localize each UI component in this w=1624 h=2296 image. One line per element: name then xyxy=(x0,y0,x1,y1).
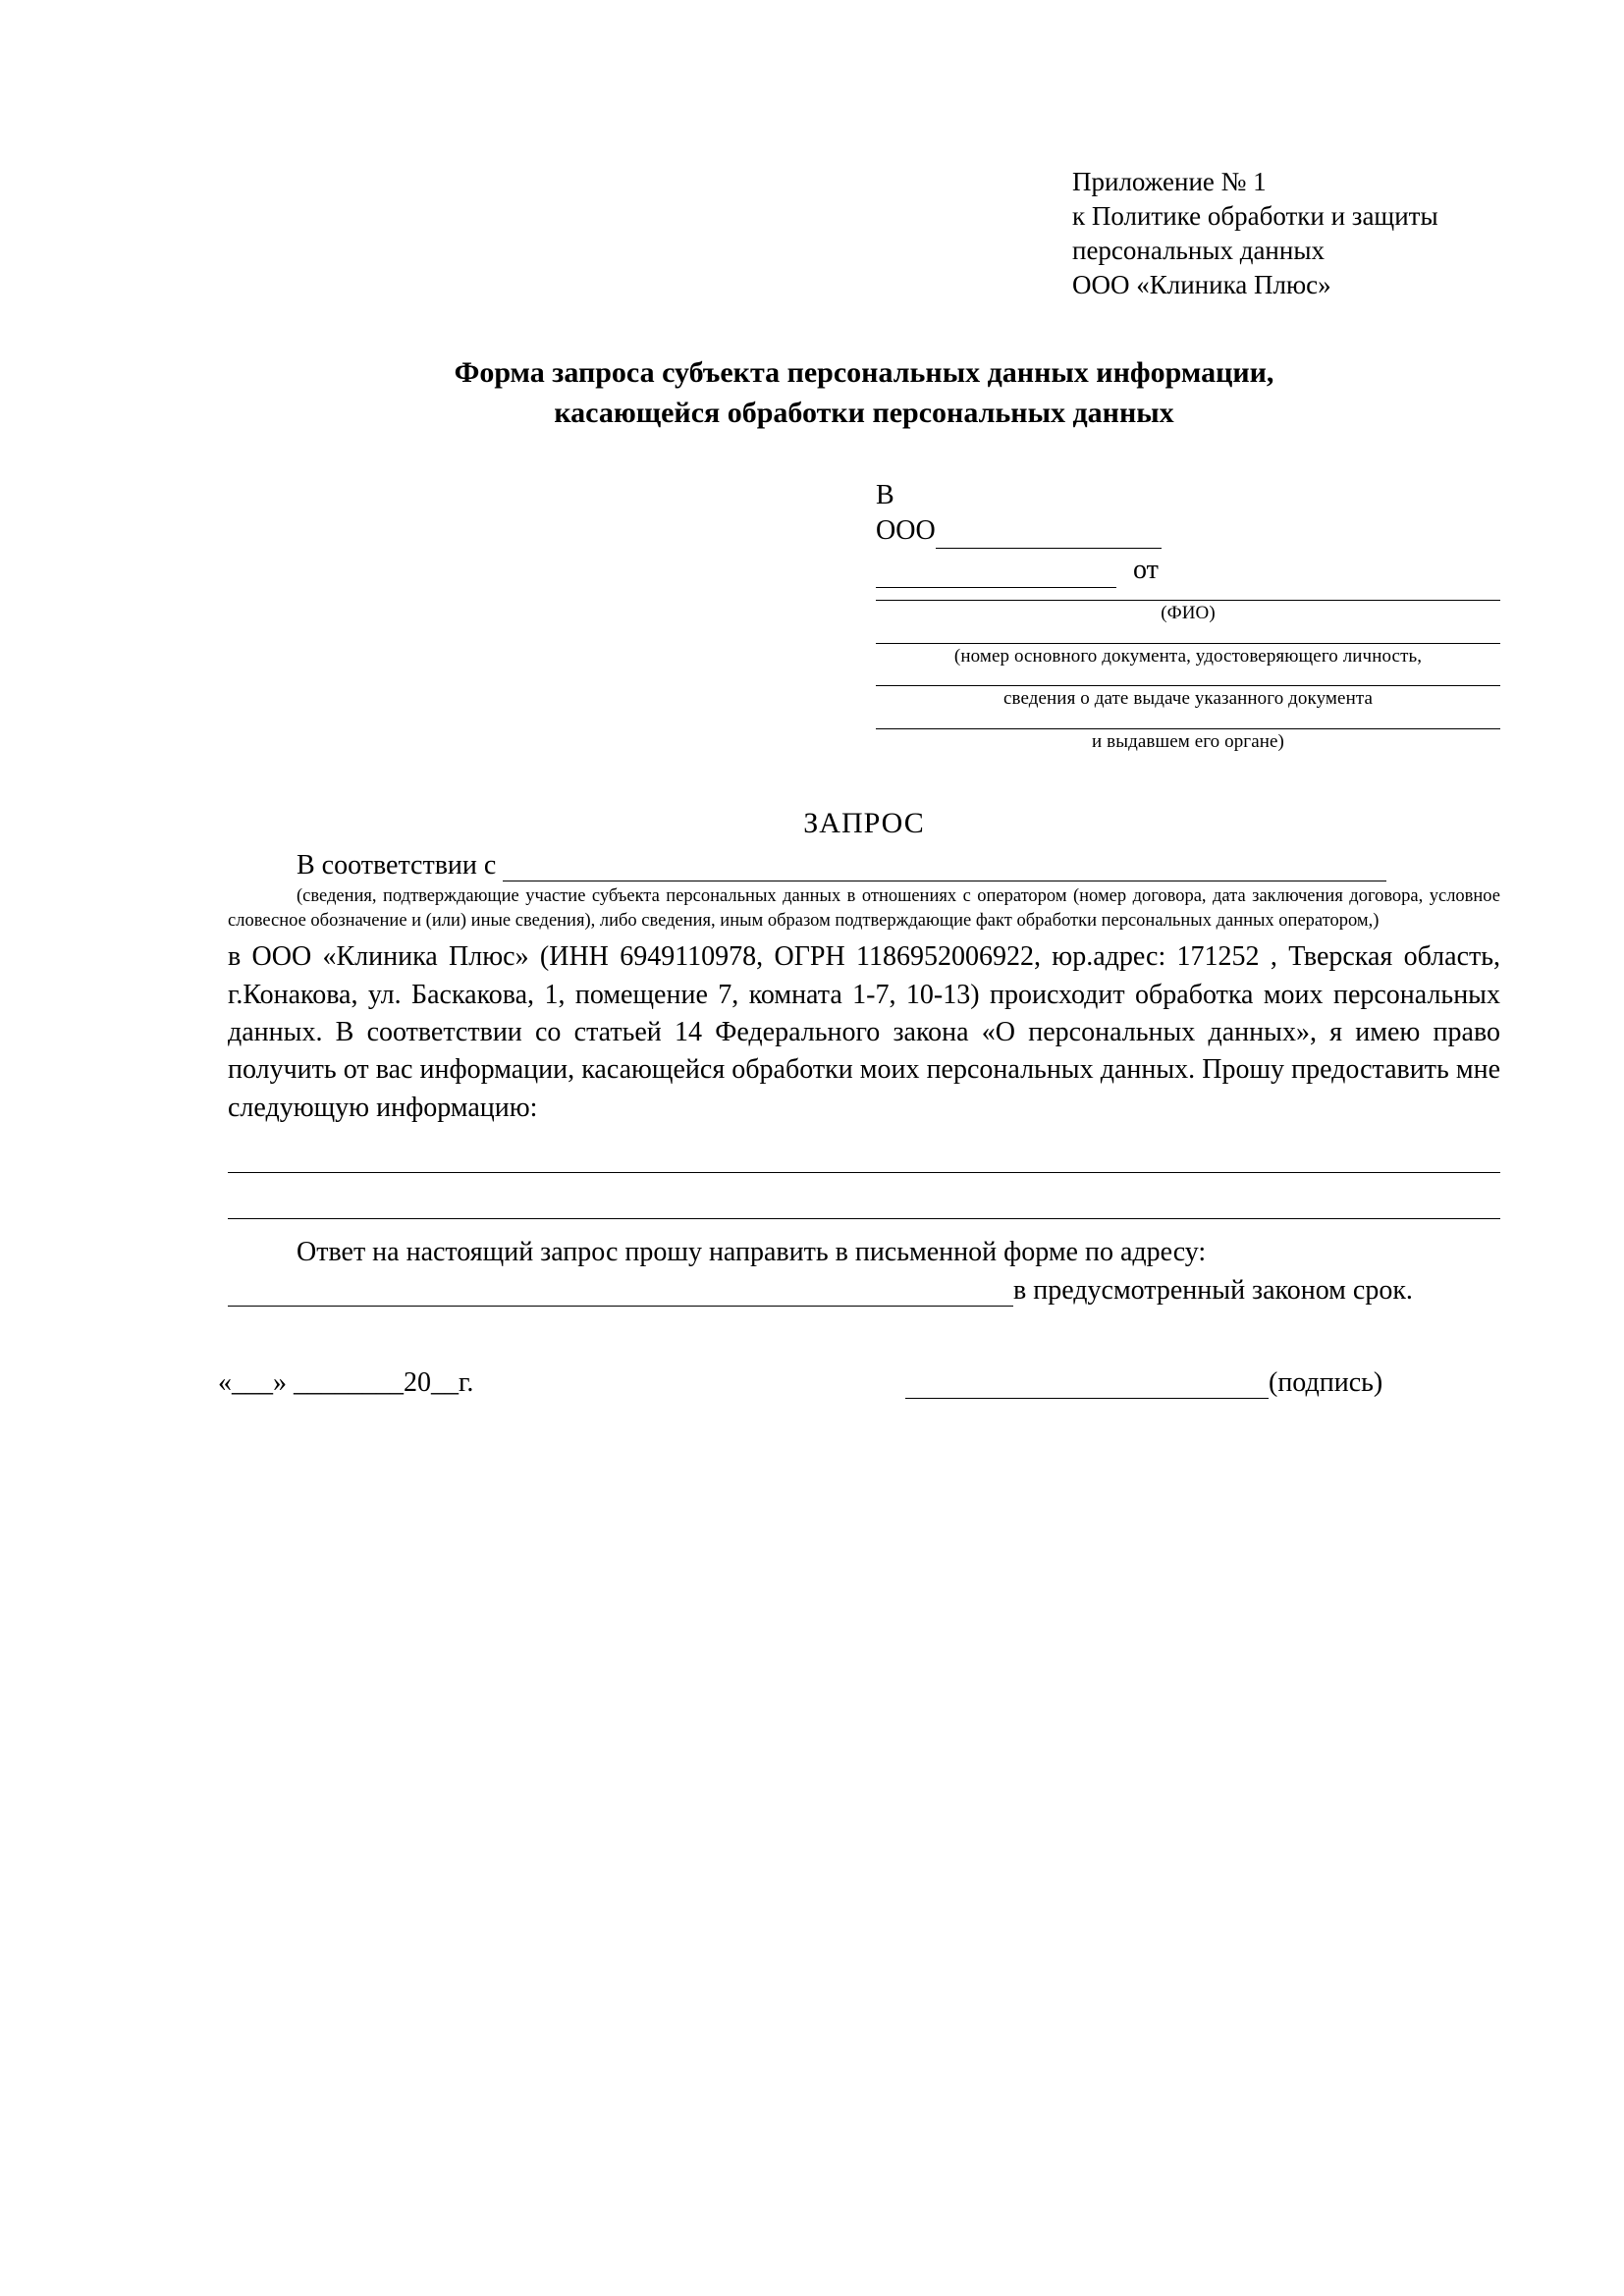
addressee-from-row xyxy=(876,553,1465,588)
doc-number-rule[interactable] xyxy=(876,643,1500,644)
doc-issuer-caption: и выдавшем его органе) xyxy=(1092,731,1284,753)
addressee-org-prefix: ООО xyxy=(876,515,936,547)
date-field[interactable]: «___» ________20__г. xyxy=(218,1367,474,1399)
accordance-row xyxy=(228,850,1500,881)
appendix-policy-line1: к Политике обработки и защиты xyxy=(1072,201,1438,232)
addressee-from-input[interactable] xyxy=(876,559,1116,588)
appendix-header xyxy=(1072,165,1500,302)
signature-input[interactable] xyxy=(905,1370,1269,1400)
fio-caption: (ФИО) xyxy=(1161,602,1216,623)
page-title xyxy=(228,353,1500,433)
addressee-block xyxy=(876,478,1500,754)
doc-issuer-rule[interactable] xyxy=(876,728,1500,729)
signature-caption: (подпись) xyxy=(1269,1367,1383,1399)
fio-rule[interactable] xyxy=(876,600,1500,601)
signature-row xyxy=(218,1367,1500,1415)
addressee-org-input[interactable] xyxy=(936,519,1162,549)
addressee-to-label: В xyxy=(876,480,894,511)
doc-number-caption: (номер основного документа, удостоверяющего личность, xyxy=(953,645,1423,667)
accordance-label: В соответствии с xyxy=(297,850,497,881)
page-title-line1: Форма запроса субъекта персональных данных информации, xyxy=(454,356,1274,390)
answer-address-row xyxy=(228,1275,1500,1307)
appendix-number: Приложение № 1 xyxy=(1072,167,1267,196)
small-note xyxy=(228,884,1500,933)
addressee-to-row xyxy=(876,478,1465,513)
addressee-org-row xyxy=(876,513,1465,549)
request-heading: ЗАПРОС xyxy=(803,807,925,840)
free-answer-rule-2[interactable] xyxy=(228,1218,1500,1219)
appendix-policy-line2: персональных данных xyxy=(1072,236,1325,266)
answer-address-input[interactable] xyxy=(228,1278,1013,1308)
page-title-line2: касающейся обработки персональных данных xyxy=(554,396,1174,429)
signature-field xyxy=(905,1367,1382,1399)
doc-date-caption: сведения о дате выдаче указанного документа xyxy=(1002,688,1374,710)
small-note-text: (сведения, подтверждающие участие субъекта персональных данных в отношениях с оператором (номер договора, дата заключения договора, условное словесное обозначение и (или) иные сведения), либо сведения, иным образом подтверждающие факт обработки персональных данных оператором,) xyxy=(228,886,1500,931)
document-content xyxy=(218,165,1500,1415)
answer-tail: в предусмотренный законом срок. xyxy=(1013,1275,1413,1307)
addressee-from-label: от xyxy=(1133,555,1159,586)
appendix-company: ООО «Клиника Плюс» xyxy=(1072,270,1331,300)
body-paragraph: в ООО «Клиника Плюс» (ИНН 6949110978, ОГРН 1186952006922, юр.адрес: 171252 , Тверская область, г.Конакова, ул. Баскакова, 1, помещение 7, комната 1-7, 10-13) происходит обработка моих персональных данных. В соответствии со статьей 14 Федерального закона «О персональных данных», я имею право получить от вас информации, касающейся обработки моих персональных данных. Прошу предоставить мне следующую информацию: xyxy=(228,941,1500,1123)
free-answer-rule-1[interactable] xyxy=(228,1172,1500,1173)
accordance-input[interactable] xyxy=(503,853,1386,882)
answer-paragraph: Ответ на настоящий запрос прошу направить в письменной форме по адресу: xyxy=(297,1237,1207,1268)
free-answer-area xyxy=(228,1172,1500,1219)
doc-date-rule[interactable] xyxy=(876,685,1500,686)
